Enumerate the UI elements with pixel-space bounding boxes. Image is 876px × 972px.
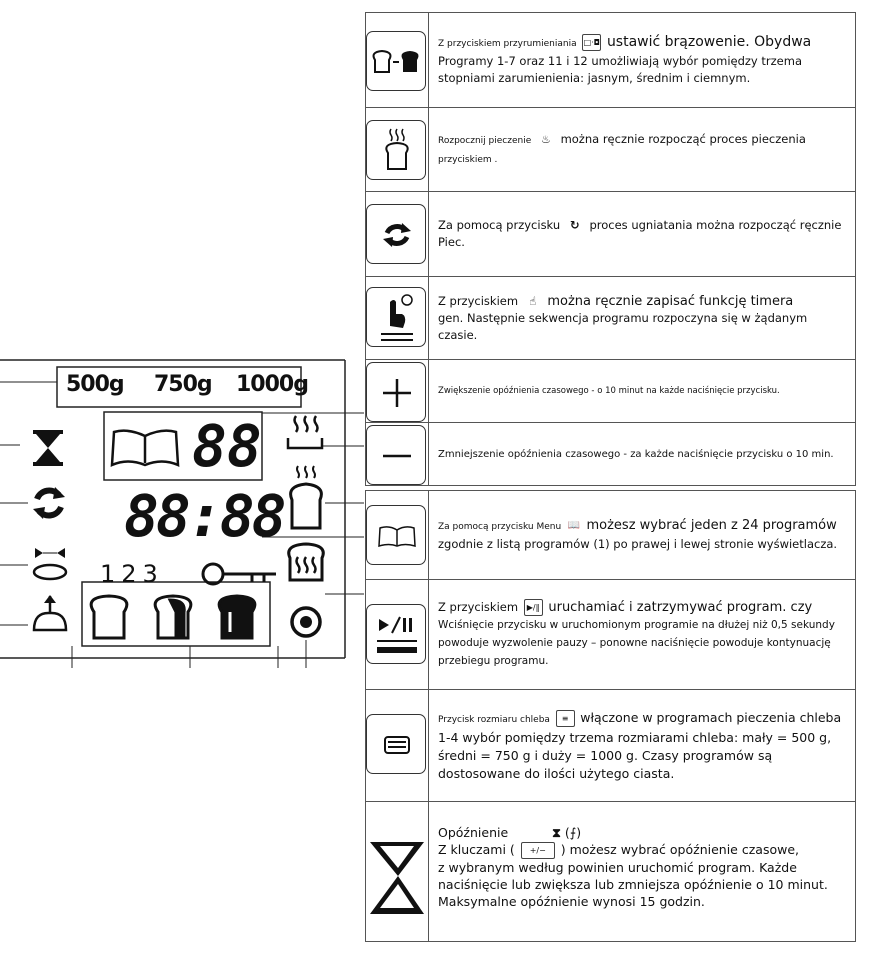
- row-text: Zmniejszenie opóźnienia czasowego - za każde naciśnięcie przycisku o 10 min.: [438, 448, 834, 460]
- dough-rise-icon: [34, 595, 66, 630]
- delay-line3: naciśnięcie lub zwiększa lub zmniejsza opóźnienie o 10 minut.: [438, 877, 828, 892]
- minus-icon: [367, 426, 427, 486]
- key-icon: [203, 564, 276, 584]
- row-text-rest: zgodnie z listą programów (1) po prawej i lewej stronie wyświetlacza.: [438, 537, 838, 551]
- table-row: [365, 490, 856, 580]
- table-row: [365, 12, 856, 108]
- bake-button[interactable]: [366, 120, 426, 180]
- program-number-display: 88: [192, 412, 262, 480]
- table-row: [365, 801, 856, 942]
- delay-line4: Maksymalne opóźnienie wynosi 15 godzin.: [438, 894, 705, 909]
- delay-line2: z wybranym według powinien uruchomić program. Każde: [438, 860, 797, 875]
- bake-inline-icon: ♨: [540, 132, 551, 146]
- row-text-pre: Za pomocą przycisku Menu: [438, 522, 562, 532]
- crust-dark-icon: [219, 596, 255, 638]
- row-text-post: włączone w programach pieczenia chleba: [580, 709, 842, 725]
- bake-bread-icon: [291, 466, 322, 528]
- loaf-size-icon: [367, 715, 427, 775]
- timer-icon: [367, 288, 427, 348]
- row-text-post: ustawić brązowenie. Obydwa: [606, 33, 812, 50]
- row-text-rest: gen. Następnie sekwencja programu rozpoczyna się w żądanym czasie.: [438, 310, 808, 342]
- start-pause-icon: [367, 605, 427, 665]
- timer-button[interactable]: [366, 287, 426, 347]
- row-text-pre: Za pomocą przycisku: [438, 218, 561, 232]
- row-text-pre: Przycisk rozmiaru chleba: [438, 714, 550, 725]
- table-row: [365, 191, 856, 277]
- plus-button[interactable]: [366, 362, 426, 422]
- table-row: [365, 107, 856, 192]
- crust-light-icon: [91, 596, 127, 638]
- time-display: 88:88: [124, 482, 284, 550]
- knead-icon: [367, 205, 427, 265]
- row-text-post: uruchamiać i zatrzymywać program. czy: [548, 600, 813, 615]
- row-text-rest: przyciskiem .: [438, 154, 498, 165]
- loaf-size-button[interactable]: [366, 714, 426, 774]
- plus-minus-inline-icon: +/−: [521, 842, 555, 859]
- table-row: [365, 689, 856, 802]
- minus-button[interactable]: [366, 425, 426, 485]
- menu-book-icon: [367, 506, 427, 566]
- hourglass-inline-icon: ⧗: [552, 825, 561, 840]
- start-pause-button[interactable]: [366, 604, 426, 664]
- knead-button[interactable]: [366, 204, 426, 264]
- steam-tray-icon: [288, 416, 322, 448]
- knead-inline-icon: ↻: [569, 218, 580, 232]
- dough-knead-icon: [34, 548, 66, 579]
- row-text-rest: Programy 1-7 oraz 11 i 12 umożliwiają wybór pomiędzy trzema stopniami zarumienienia: jasnym, średnim i ciemnym.: [438, 53, 802, 85]
- weight-750: 750g: [154, 372, 212, 397]
- delay-line1-a: Z kluczami (: [438, 842, 515, 857]
- menu-button[interactable]: [366, 505, 426, 565]
- row-text-post: można ręcznie rozpocząć proces pieczenia: [560, 131, 806, 146]
- crust-button[interactable]: [366, 31, 426, 91]
- hourglass-icon: [366, 802, 428, 941]
- row-text-pre: Rozpocznij pieczenie: [438, 135, 532, 146]
- table-row: [365, 579, 856, 690]
- row-text: Zwiększenie opóźnienia czasowego - o 10 minut na każde naciśnięcie przycisku.: [438, 385, 780, 396]
- loaf-size-inline-icon: ≡: [556, 710, 575, 727]
- lcd-diagram: [0, 0, 364, 968]
- timer-inline-icon: ☝: [529, 293, 537, 308]
- row-text-pre: Z przyciskiem: [438, 600, 519, 614]
- weight-500: 500g: [66, 372, 124, 397]
- bake-icon: [367, 121, 427, 181]
- delay-title-symbol: (⨍): [564, 825, 582, 840]
- knead-icon: [33, 487, 65, 519]
- menu-book-icon: [112, 431, 178, 465]
- row-text-pre: Z przyciskiem przyrumieniania: [438, 38, 577, 49]
- row-text-post: proces ugniatania można rozpocząć ręcznie: [589, 218, 842, 232]
- table-row: [365, 422, 856, 486]
- crust-icon: [367, 32, 427, 92]
- book-inline-icon: 📖: [567, 520, 581, 531]
- delay-title: Opóźnienie: [438, 825, 509, 840]
- delay-line1-b: ) możesz wybrać opóźnienie czasowe,: [560, 842, 799, 857]
- row-text-pre: Z przyciskiem: [438, 293, 519, 308]
- keep-warm-icon: [289, 544, 324, 580]
- weight-1000: 1000g: [236, 372, 308, 397]
- crust-inline-icon: □·◘: [582, 34, 601, 51]
- table-row: [365, 359, 856, 423]
- row-text-post: możesz wybrać jeden z 24 programów: [586, 518, 837, 533]
- row-text-post: można ręcznie zapisać funkcję timera: [547, 293, 794, 309]
- row-text-rest: Wciśnięcie przycisku w uruchomionym programie na dłużej niż 0,5 sekundy powoduje wyzwolenie pauzy – ponowne naciśnięcie powoduje kontynuację przebiegu programu.: [438, 619, 835, 667]
- row-text-rest: Piec.: [438, 235, 465, 249]
- hourglass-icon: [33, 430, 63, 466]
- plus-icon: [367, 363, 427, 423]
- row-text-rest: 1-4 wybór pomiędzy trzema rozmiarami chleba: mały = 500 g, średni = 750 g i duży = 1000 g. Czasy programów są dostosowane do ilości użytego ciasta.: [438, 729, 832, 781]
- start-pause-inline-icon: ▶/‖: [524, 599, 543, 616]
- table-row: [365, 276, 856, 360]
- phase-numbers: 123: [100, 560, 164, 588]
- start-indicator-icon: [292, 608, 320, 636]
- crust-medium-icon: [155, 596, 191, 638]
